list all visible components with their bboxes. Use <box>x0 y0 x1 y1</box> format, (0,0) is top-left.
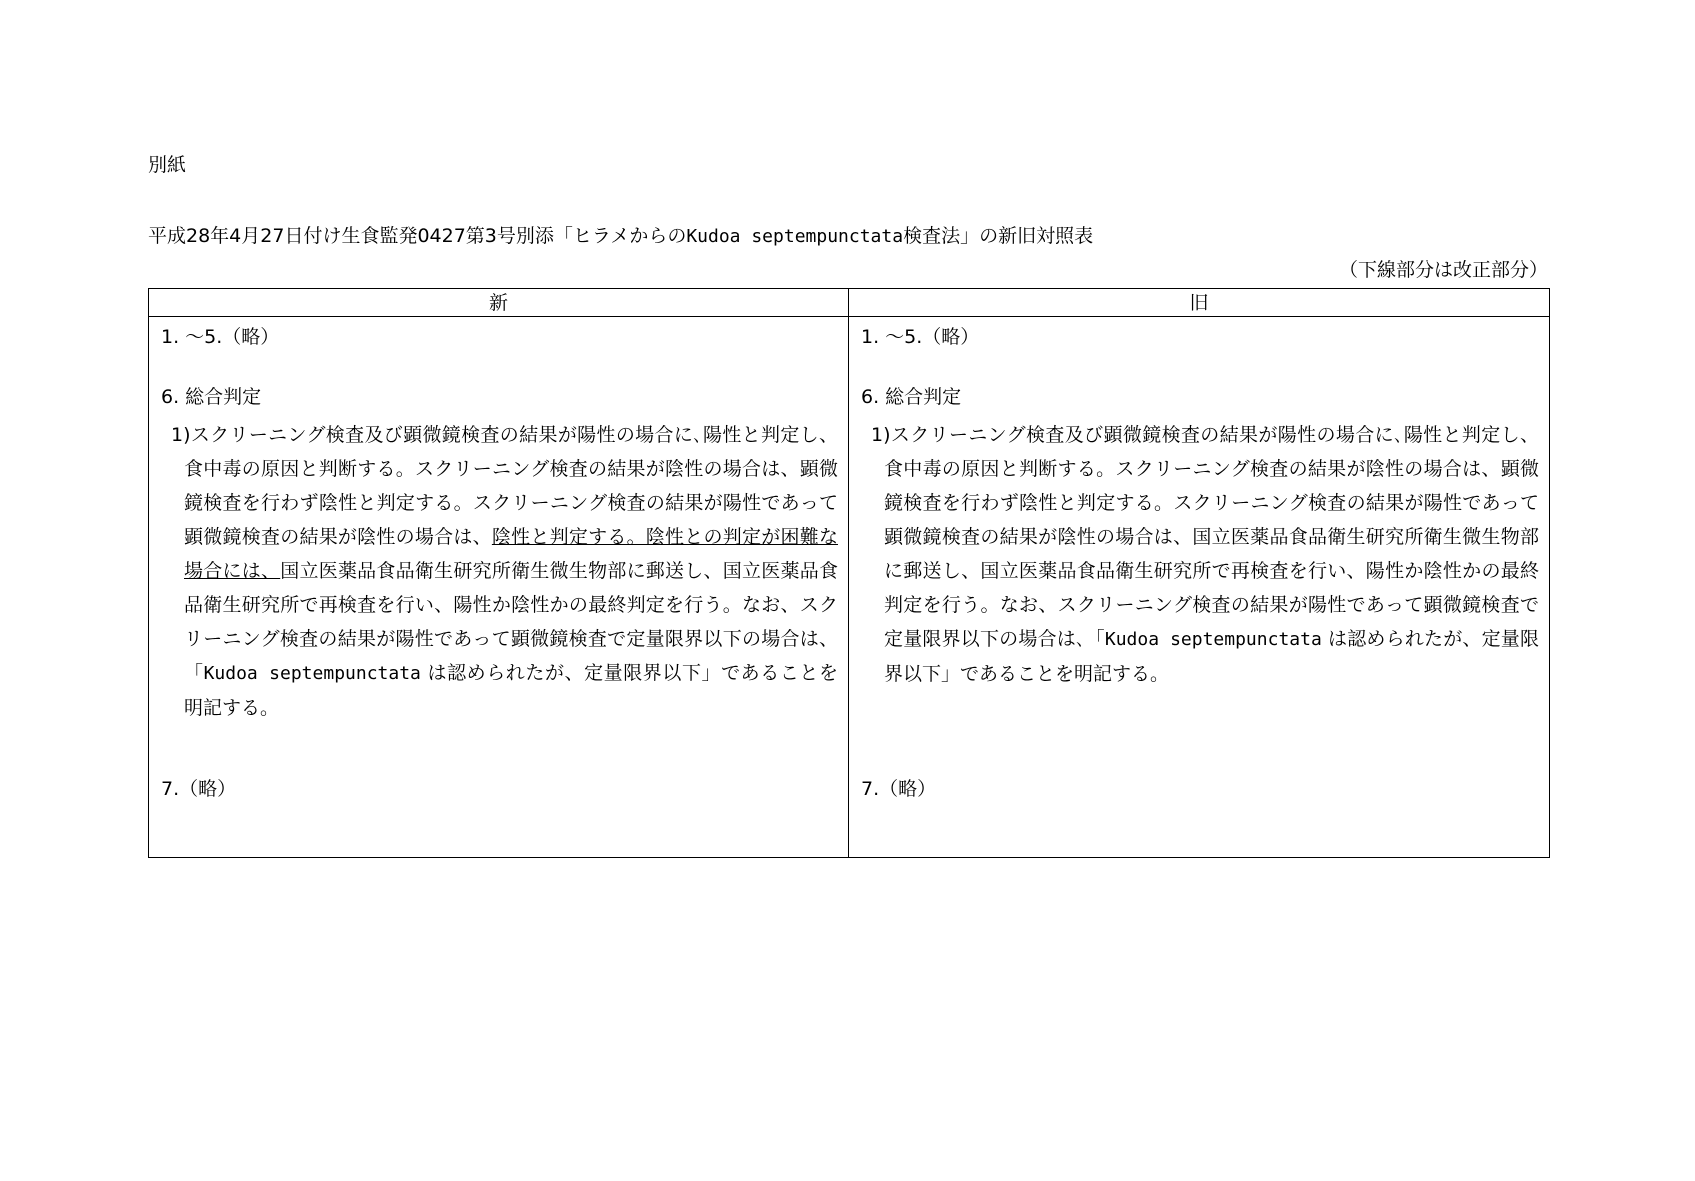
new-amended-text: 陰性と判定する。陰性との判定が困難な場合には、 <box>184 526 838 582</box>
new-judgment-paragraph <box>171 418 838 725</box>
old-section-7: 7.（略） <box>861 778 937 800</box>
title-suffix: 検査法」の新旧対照表 <box>903 225 1094 247</box>
header-new: 新 <box>149 289 849 317</box>
comparison-table <box>148 288 1550 858</box>
new-judgment-text-1: 1)スクリーニング検査及び顕微鏡検査の結果が陽性の場合に､陽性と判定し、食中毒の原因と判断する。スクリーニング検査の結果が陰性の場合は、顕微鏡検査を行わず陰性と判定する。スクリーニング検査の結果が陽性であって顕微鏡検査の結果が陰性の場合は、 <box>171 424 838 548</box>
attachment-label: 別紙 <box>148 154 187 176</box>
document-title <box>148 223 1093 250</box>
new-judgment-text-3: は認められたが、定量限界以下」であることを明記する。 <box>184 662 838 719</box>
old-judgment-text-2: は認められたが、定量限界以下」であることを明記する。 <box>884 628 1539 685</box>
new-version-cell <box>149 317 849 858</box>
new-section-7: 7.（略） <box>161 778 237 800</box>
table-row <box>149 317 1550 858</box>
old-judgment-paragraph <box>871 418 1539 691</box>
new-organism-name: Kudoa septempunctata <box>203 663 421 684</box>
old-judgment-text-1: 1)スクリーニング検査及び顕微鏡検査の結果が陽性の場合に､陽性と判定し、食中毒の原因と判断する。スクリーニング検査の結果が陰性の場合は、顕微鏡検査を行わず陰性と判定する。スクリーニング検査の結果が陽性であって顕微鏡検査の結果が陰性の場合は、国立医薬品食品衛生研究所衛生微生物部に郵送し、国立医薬品食品衛生研究所で再検査を行い、陽性か陰性かの最終判定を行う。なお、スクリーニング検査の結果が陽性であって顕微鏡検査で定量限界以下の場合は､「 <box>871 424 1539 650</box>
table-header-row <box>149 289 1550 317</box>
title-organism-name: Kudoa septempunctata <box>686 226 904 247</box>
new-sections-1-5: 1. ～5.（略） <box>161 326 280 348</box>
old-section-6-heading: 6. 総合判定 <box>861 386 962 408</box>
underline-note: （下線部分は改正部分） <box>1338 259 1548 281</box>
old-organism-name: Kudoa septempunctata <box>1104 629 1322 650</box>
old-sections-1-5: 1. ～5.（略） <box>861 326 980 348</box>
title-prefix: 平成28年4月27日付け生食監発0427第3号別添「ヒラメからの <box>148 225 687 247</box>
new-section-6-heading: 6. 総合判定 <box>161 386 262 408</box>
header-old: 旧 <box>849 289 1550 317</box>
old-version-cell <box>849 317 1550 858</box>
new-judgment-text-2: 国立医薬品食品衛生研究所衛生微生物部に郵送し、国立医薬品食品衛生研究所で再検査を行い、陽性か陰性かの最終判定を行う。なお、スクリーニング検査の結果が陽性であって顕微鏡検査で定量限界以下の場合は、「 <box>184 560 838 684</box>
